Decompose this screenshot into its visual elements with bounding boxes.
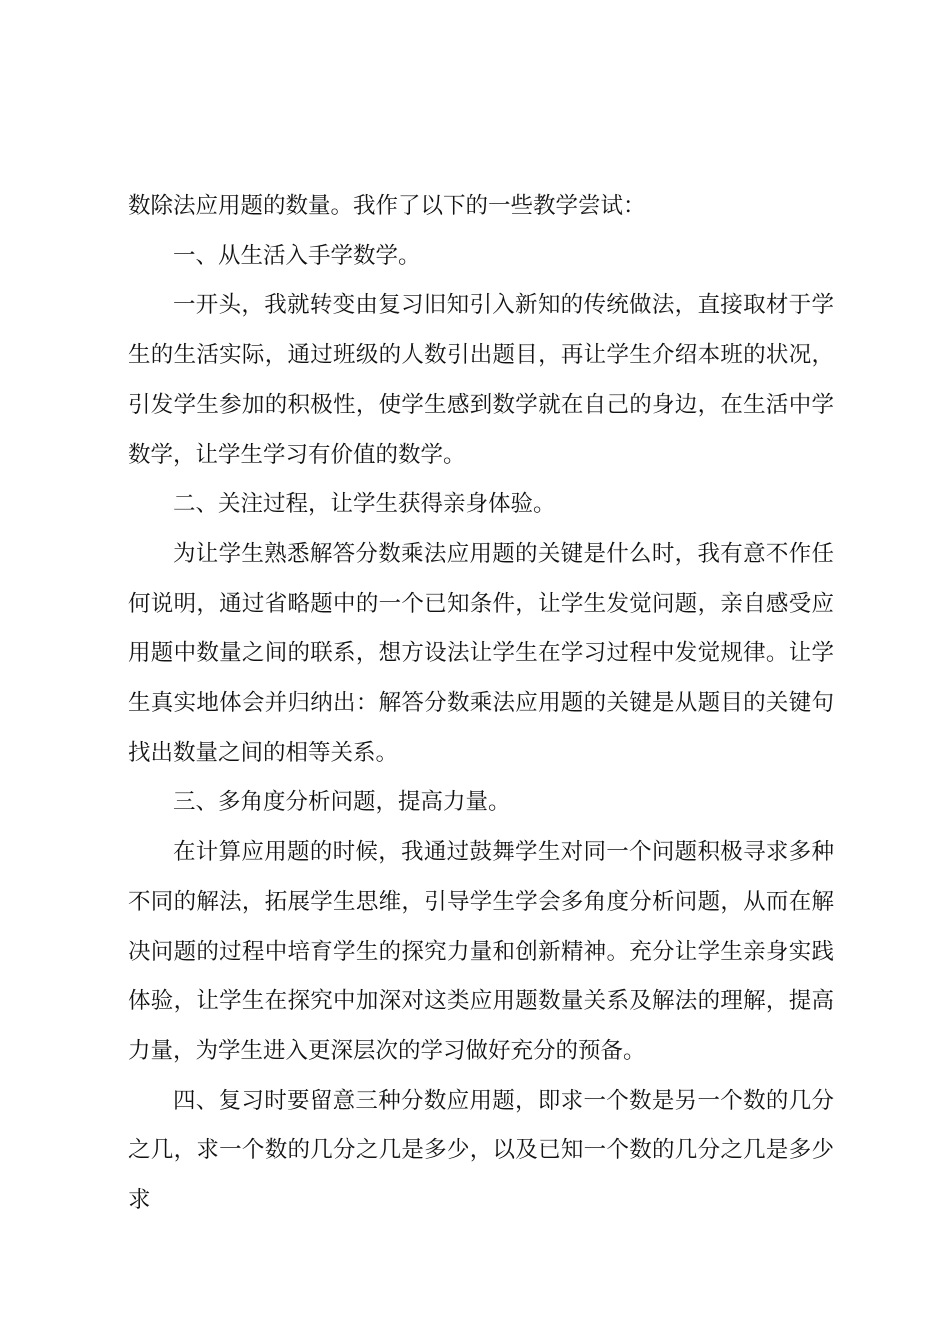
paragraph-section-3: 在计算应用题的时候，我通过鼓舞学生对同一个问题积极寻求多种不同的解法，拓展学生思维，引导学生学会多角度分析问题，从而在解决问题的过程中培育学生的探究力量和创新精神。充分让学生亲身实践体验，让学生在探究中加深对这类应用题数量关系及解法的理解，提高力量，为学生进入更深层次的学习做好充分的预备。 (128, 839, 834, 1064)
paragraph-section-4: 四、复习时要留意三种分数应用题，即求一个数是另一个数的几分之几，求一个数的几分之几是多少，以及已知一个数的几分之几是多少求 (128, 1087, 834, 1214)
heading-section-1: 一、从生活入手学数学。 (173, 242, 421, 269)
document-body (128, 182, 834, 1226)
paragraph-section-2: 为让学生熟悉解答分数乘法应用题的关键是什么时，我有意不作任何说明，通过省略题中的一个已知条件，让学生发觉问题，亲自感受应用题中数量之间的联系，想方设法让学生在学习过程中发觉规律。让学生真实地体会并归纳出：解答分数乘法应用题的关键是从题目的关键句找出数量之间的相等关系。 (128, 540, 834, 766)
paragraph-continuation: 数除法应用题的数量。我作了以下的一些教学尝试： (128, 193, 646, 219)
heading-section-2: 二、关注过程，让学生获得亲身体验。 (173, 491, 556, 518)
paragraph-section-1: 一开头，我就转变由复习旧知引入新知的传统做法，直接取材于学生的生活实际，通过班级的人数引出题目，再让学生介绍本班的状况，引发学生参加的积极性，使学生感到数学就在自己的身边，在生活中学数学，让学生学习有价值的数学。 (128, 292, 834, 468)
heading-section-3: 三、多角度分析问题，提高力量。 (173, 789, 511, 816)
